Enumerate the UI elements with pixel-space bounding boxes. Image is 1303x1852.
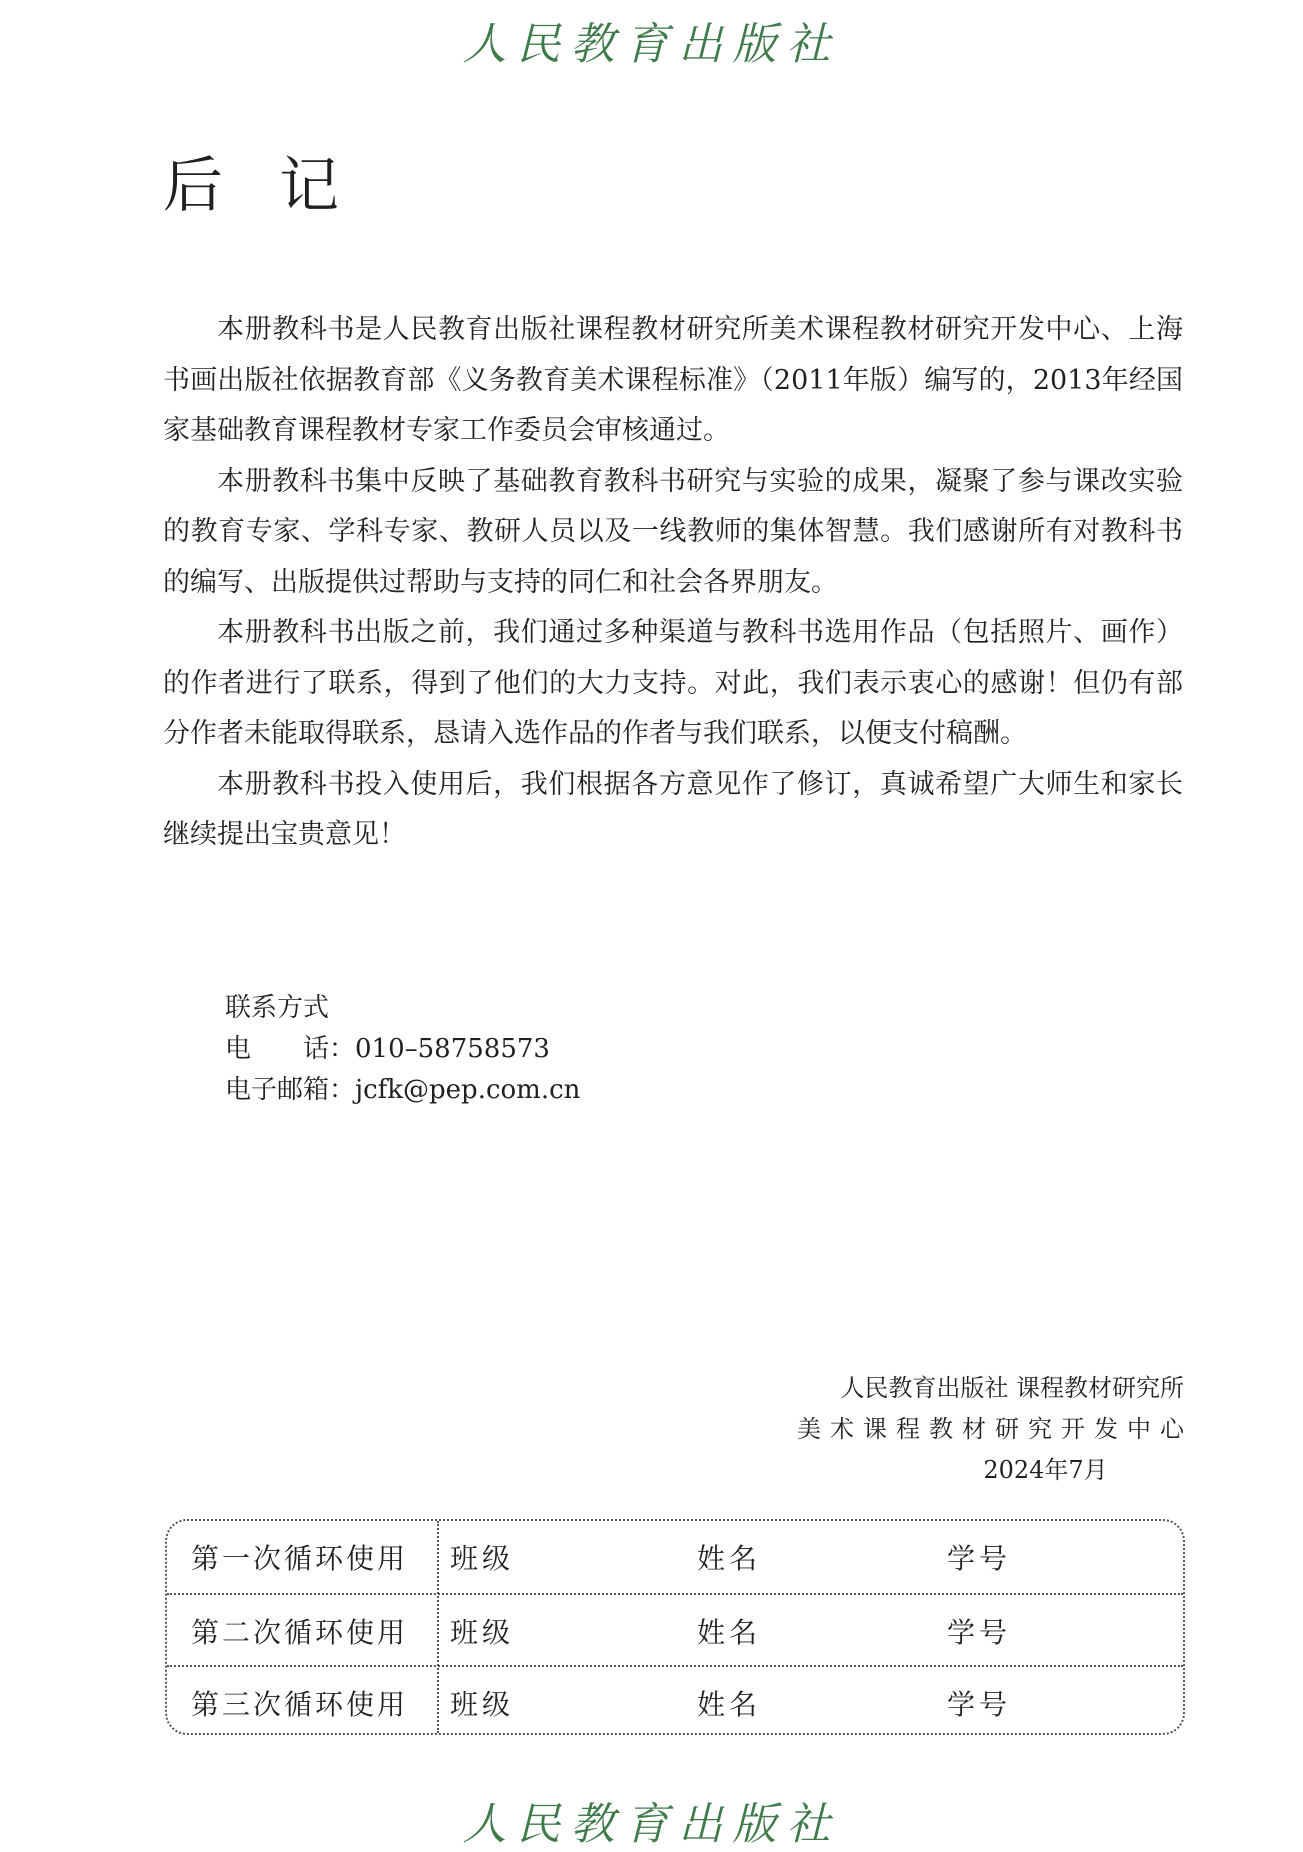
- name-field-label: 姓名: [697, 1688, 762, 1721]
- contact-email-row: [225, 1070, 580, 1111]
- student-id-field-label: 学号: [947, 1688, 1012, 1721]
- usage-record-row: [167, 1665, 1183, 1739]
- name-field-label: 姓名: [697, 1542, 762, 1575]
- class-field-label: 班级: [450, 1616, 515, 1649]
- student-id-field-label: 学号: [947, 1542, 1012, 1575]
- cycle-label: 第一次循环使用: [191, 1542, 409, 1575]
- class-field-label: 班级: [450, 1688, 515, 1721]
- contact-heading: 联系方式: [225, 993, 330, 1023]
- paragraph-2: 本册教科书集中反映了基础教育教科书研究与实验的成果，凝聚了参与课改实验的教育专家、学科专家、教研人员以及一线教师的集体智慧。我们感谢所有对教科书的编写、出版提供过帮助与支持的同仁和社会各界朋友。: [163, 465, 1183, 598]
- phone-label: 电 话：: [225, 1034, 356, 1064]
- cycle-label: 第三次循环使用: [191, 1688, 409, 1721]
- page-title: 后记: [163, 151, 395, 221]
- paragraph-1: 本册教科书是人民教育出版社课程教材研究所美术课程教材研究开发中心、上海书画出版社依据教育部《义务教育美术课程标准》（2011年版）编写的，2013年经国家基础教育课程教材专家工作委员会审核通过。: [163, 314, 1183, 446]
- cycle-label: 第二次循环使用: [191, 1616, 409, 1649]
- usage-record-table: [165, 1519, 1185, 1735]
- column-divider: [437, 1521, 439, 1733]
- usage-record-row: [167, 1521, 1183, 1593]
- afterword-body: [163, 305, 1183, 861]
- paragraph-4: 本册教科书投入使用后，我们根据各方意见作了修订，真诚希望广大师生和家长继续提出宝贵意见！: [163, 768, 1183, 850]
- student-id-field-label: 学号: [947, 1616, 1012, 1649]
- publisher-logo-top: 人民教育出版社: [462, 19, 841, 70]
- phone-number: 010–58758573: [355, 1034, 550, 1064]
- signature-center: 美术课程教材研究开发中心: [797, 1415, 1193, 1443]
- class-field-label: 班级: [450, 1542, 515, 1575]
- contact-phone-row: [225, 1029, 580, 1070]
- publisher-logo-bottom: 人民教育出版社: [462, 1799, 841, 1850]
- usage-record-row: [167, 1593, 1183, 1667]
- name-field-label: 姓名: [697, 1616, 762, 1649]
- email-label: 电子邮箱：: [225, 1075, 356, 1105]
- paragraph-3: 本册教科书出版之前，我们通过多种渠道与教科书选用作品（包括照片、画作）的作者进行了联系，得到了他们的大力支持。对此，我们表示衷心的感谢！但仍有部分作者未能取得联系，恳请入选作品的作者与我们联系，以便支付稿酬。: [163, 617, 1183, 749]
- email-address[interactable]: jcfk@pep.com.cn: [355, 1075, 581, 1105]
- signature-date: 2024年7月: [983, 1456, 1108, 1484]
- signature-block: [797, 1368, 1193, 1491]
- contact-info: [225, 988, 580, 1111]
- signature-org: 人民教育出版社 课程教材研究所: [840, 1374, 1184, 1402]
